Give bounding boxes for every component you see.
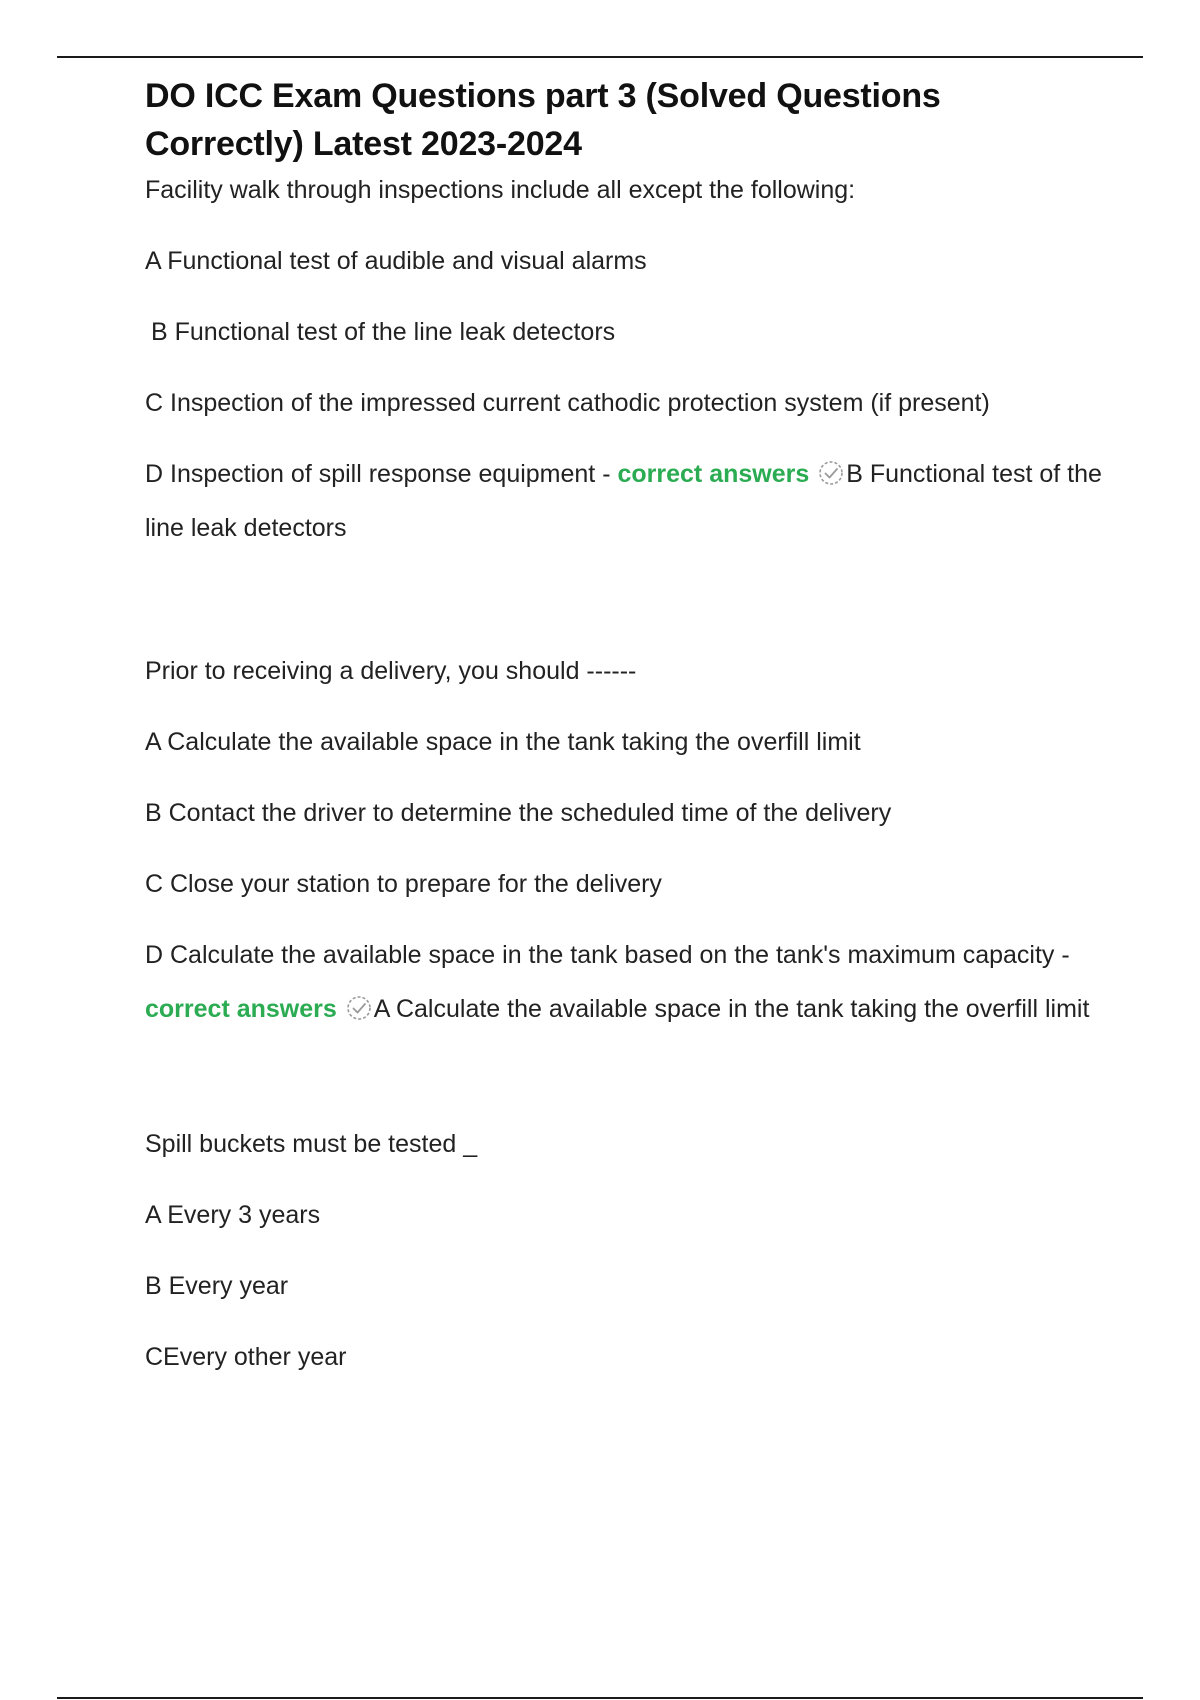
question-stem: Spill buckets must be tested _ — [145, 1130, 478, 1158]
option-a: A Every 3 years — [145, 1201, 321, 1229]
option-d: D Inspection of spill response equipment - — [145, 460, 618, 488]
question-block — [145, 653, 1105, 1036]
question-block — [145, 172, 1105, 555]
answer-text: A Calculate the available space in the tank taking the overfill limit — [373, 995, 1090, 1023]
question-stem: Facility walk through inspections include all except the following: — [145, 176, 856, 204]
bottom-rule — [57, 1697, 1143, 1699]
top-rule — [57, 56, 1143, 58]
question-stem: Prior to receiving a delivery, you should ------ — [145, 657, 637, 685]
option-b: B Contact the driver to determine the scheduled time of the delivery — [145, 799, 892, 827]
spacer — [145, 1036, 1105, 1122]
answer-text: B Functional test of the line leak detectors — [145, 460, 1102, 542]
option-b: B Every year — [145, 1272, 289, 1300]
option-c: C Inspection of the impressed current cathodic protection system (if present) — [145, 389, 990, 417]
option-c: C Close your station to prepare for the delivery — [145, 870, 662, 898]
option-d-with-answer — [145, 928, 1105, 1036]
option-a: A Functional test of audible and visual alarms — [145, 247, 647, 275]
document-page — [145, 72, 1105, 1375]
option-d: D Calculate the available space in the tank based on the tank's maximum capacity - — [145, 941, 1070, 969]
check-circle-icon — [346, 995, 372, 1021]
option-c: CEvery other year — [145, 1343, 347, 1371]
correct-answers-label: correct answers — [145, 995, 337, 1023]
correct-answers-label: correct answers — [617, 460, 810, 488]
option-b: B Functional test of the line leak detectors — [151, 318, 616, 346]
check-circle-icon — [818, 460, 844, 486]
option-d-with-answer — [145, 447, 1105, 555]
spacer — [145, 555, 1105, 649]
option-a: A Calculate the available space in the tank taking the overfill limit — [145, 728, 861, 756]
question-block — [145, 1126, 1105, 1375]
document-title: DO ICC Exam Questions part 3 (Solved Questions Correctly) Latest 2023-2024 — [145, 77, 941, 163]
